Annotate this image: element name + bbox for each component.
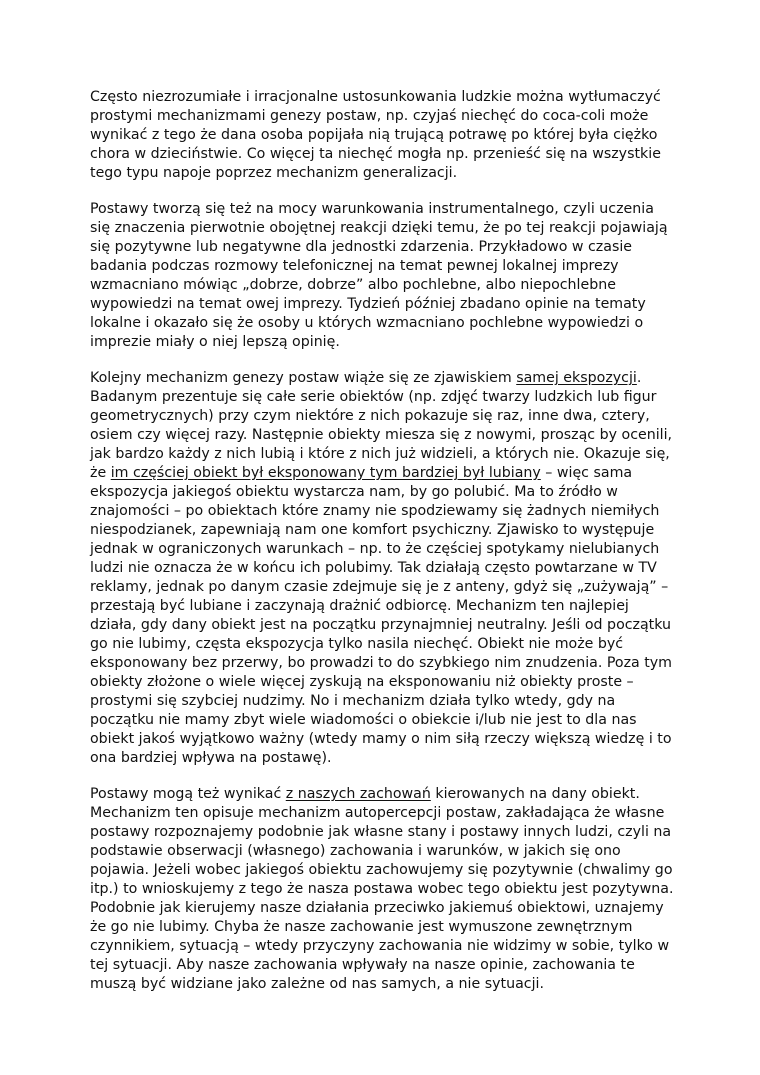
paragraph-text: Kolejny mechanizm genezy postaw wiąże się ze zjawiskiem (90, 370, 517, 386)
paragraph-text: Często niezrozumiałe i irracjonalne ustosunkowania ludzkie można wytłumaczyć prostymi mechanizmami genezy postaw, np. czyjaś niechęć do coca-coli może wynikać z tego że dana osoba popijała nią trującą potrawę po której była ciężko chora w dzieciństwie. Co więcej ta niechęć mogła np. przenieść się na wszystkie tego typu napoje poprzez mechanizm generalizacji. (90, 89, 661, 181)
paragraph-text: – więc sama ekspozycja jakiegoś obiektu wystarcza nam, by go polubić. Ma to źródło w znajomości – po obiektach które znamy nie spodziewamy się żadnych niemiłych niespodzianek, zapewniają nam one komfort psychiczny. Zjawisko to występuje jednak w ograniczonych warunkach – np. to że częściej spotykamy nielubianych ludzi nie oznacza że w końcu ich polubimy. Tak działają często powtarzane w TV reklamy, jednak po danym czasie zdejmuje się je z anteny, gdyż się „zużywają” – przestają być lubiane i zaczynają drażnić odbiorcę. Mechanizm ten najlepiej działa, gdy dany obiekt jest na początku przynajmniej neutralny. Jeśli od początku go nie lubimy, częsta ekspozycja tylko nasila niechęć. Obiekt nie może być eksponowany bez przerwy, bo prowadzi to do szybkiego nim znudzenia. Poza tym obiekty złożone o wiele więcej zyskują na eksponowaniu niż obiekty proste – prostymi się szybciej nudzimy. No i mechanizm działa tylko wtedy, gdy na początku nie mamy zbyt wiele wiadomości o obiekcie i/lub nie jest to dla nas obiekt jakoś wyjątkowo ważny (wtedy mamy o nim siłą rzeczy większą wiedzę i to ona bardziej wpływa na postawę). (90, 465, 673, 766)
underlined-term-own-behaviour: z naszych zachowań (285, 786, 431, 802)
underlined-phrase-exposure-effect: im częściej obiekt był eksponowany tym bardziej był lubiany (110, 465, 541, 481)
paragraph-text: Postawy tworzą się też na mocy warunkowania instrumentalnego, czyli uczenia się znaczenia pierwotnie obojętnej reakcji dzięki temu, że po tej reakcji pojawiają się pozytywne lub negatywne dla jednostki zdarzenia. Przykładowo w czasie badania podczas rozmowy telefonicznej na temat pewnej lokalnej imprezy wzmacniano mówiąc „dobrze, dobrze” albo pochlebne, albo niepochlebne wypowiedzi na temat owej imprezy. Tydzień później zbadano opinie na tematy lokalne i okazało się że osoby u których wzmacniano pochlebne wypowiedzi o imprezie miały o niej lepszą opinię. (90, 201, 668, 350)
paragraph-conditioning-classical (90, 88, 675, 183)
paragraph-text: Postawy mogą też wynikać (90, 786, 286, 802)
underlined-term-mere-exposure: samej ekspozycji (516, 370, 637, 386)
paragraph-text: kierowanych na dany obiekt. Mechanizm ten opisuje mechanizm autopercepcji postaw, zakładająca że własne postawy rozpoznajemy podobnie jak własne stany i postawy innych ludzi, czyli na podstawie obserwacji (własnego) zachowania i warunków, w jakich się ono pojawia. Jeżeli wobec jakiegoś obiektu zachowujemy się pozytywnie (chwalimy go itp.) to wnioskujemy z tego że nasza postawa wobec tego obiektu jest pozytywna. Podobnie jak kierujemy nasze działania przeciwko jakiemuś obiektowi, uznajemy że go nie lubimy. Chyba że nasze zachowanie jest wymuszone zewnętrznym czynnikiem, sytuacją – wtedy przyczyny zachowania nie widzimy w sobie, tylko w tej sytuacji. Aby nasze zachowania wpływały na nasze opinie, zachowania te muszą być widziane jako zależne od nas samych, a nie sytuacji. (90, 786, 674, 992)
paragraph-self-perception (90, 785, 675, 994)
paragraph-conditioning-instrumental (90, 200, 675, 352)
paragraph-mere-exposure (90, 369, 675, 768)
document-body (90, 88, 675, 1011)
paragraph-text: . Badanym prezentuje się całe serie obiektów (np. zdjęć twarzy ludzkich lub figur geometrycznych) przy czym niektóre z nich pokazuje się raz, inne dwa, cztery, osiem czy więcej razy. Następnie obiekty miesza się z nowymi, prosząc by ocenili, jak bardzo każdy z nich lubią i które z nich już widzieli, a których nie. Okazuje się, że (90, 370, 673, 481)
